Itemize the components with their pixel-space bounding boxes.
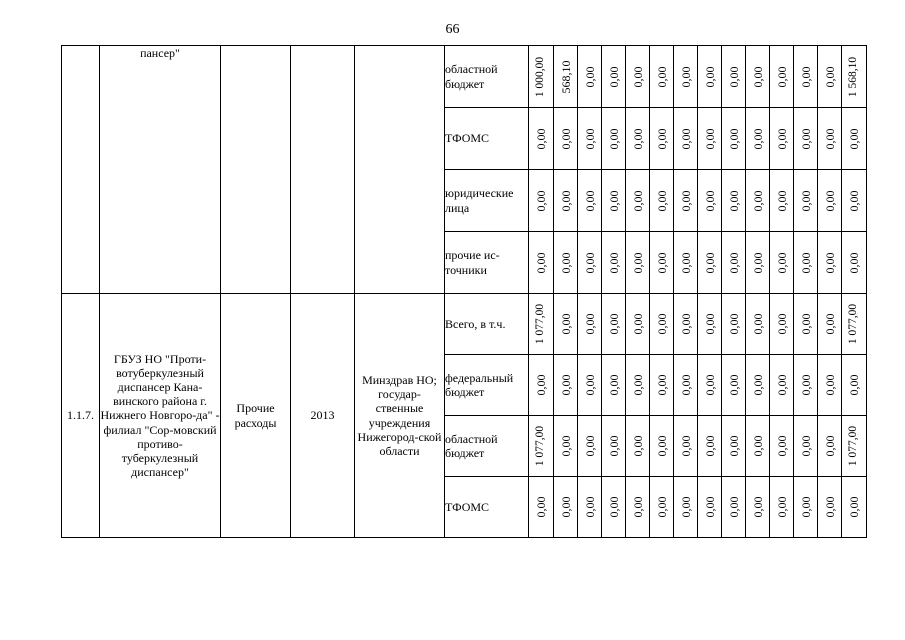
continued-row-group	[62, 46, 867, 294]
value-cell: 0,00	[650, 170, 674, 232]
value-cell: 0,00	[722, 477, 746, 538]
value-cell: 0,00	[698, 232, 722, 294]
value-cell: 0,00	[698, 477, 722, 538]
value-cell: 0,00	[602, 108, 626, 170]
value-cell: 0,00	[626, 294, 650, 355]
value-cell: 0,00	[554, 108, 578, 170]
value-cell: 0,00	[626, 46, 650, 108]
name-cell: ГБУЗ НО "Проти-вотуберкулезный диспансер Кана-винского района г. Нижнего Новгоро-да" - филиал "Сор-мовский противо-туберкулезный диспансер"	[100, 294, 221, 538]
value-cell: 0,00	[722, 46, 746, 108]
value-cell: 0,00	[698, 108, 722, 170]
value-cell: 0,00	[650, 355, 674, 416]
expense-type-cell: Прочие расходы	[221, 294, 291, 538]
total-value-cell: 1 077,00	[842, 294, 867, 355]
expense-type-cell	[221, 46, 291, 294]
executor-cell: Минздрав НО; государ-ственные учреждения Нижегород-ской области	[355, 294, 445, 538]
value-cell: 0,00	[529, 477, 554, 538]
value-cell: 0,00	[674, 355, 698, 416]
source-label: ТФОМС	[445, 477, 529, 538]
value-cell: 0,00	[698, 416, 722, 477]
value-cell: 0,00	[529, 232, 554, 294]
value-cell: 1 077,00	[529, 294, 554, 355]
value-cell: 0,00	[698, 170, 722, 232]
value-cell: 0,00	[529, 355, 554, 416]
value-cell: 0,00	[554, 416, 578, 477]
page-number: 66	[445, 22, 460, 37]
total-value-cell: 0,00	[842, 108, 867, 170]
value-cell: 0,00	[626, 477, 650, 538]
value-cell: 0,00	[770, 170, 794, 232]
number-cell	[62, 46, 100, 294]
total-value-cell: 0,00	[842, 170, 867, 232]
value-cell: 0,00	[770, 477, 794, 538]
value-cell: 0,00	[794, 294, 818, 355]
value-cell: 0,00	[722, 355, 746, 416]
value-cell: 0,00	[674, 416, 698, 477]
value-cell: 0,00	[602, 46, 626, 108]
value-cell: 0,00	[770, 416, 794, 477]
source-label: юридические лица	[445, 170, 529, 232]
value-cell: 0,00	[722, 294, 746, 355]
value-cell: 0,00	[626, 170, 650, 232]
value-cell: 0,00	[746, 477, 770, 538]
value-cell: 0,00	[578, 355, 602, 416]
value-cell: 0,00	[770, 355, 794, 416]
source-label: областной бюджет	[445, 46, 529, 108]
value-cell: 0,00	[794, 232, 818, 294]
value-cell: 0,00	[602, 477, 626, 538]
value-cell: 0,00	[746, 108, 770, 170]
value-cell: 0,00	[746, 232, 770, 294]
value-cell: 0,00	[794, 477, 818, 538]
total-value-cell: 1 077,00	[842, 416, 867, 477]
value-cell: 0,00	[602, 355, 626, 416]
value-cell: 0,00	[770, 108, 794, 170]
value-cell: 0,00	[698, 294, 722, 355]
value-cell: 0,00	[529, 170, 554, 232]
value-cell: 0,00	[578, 170, 602, 232]
value-cell: 0,00	[602, 294, 626, 355]
year-cell: 2013	[291, 294, 355, 538]
value-cell: 1 077,00	[529, 416, 554, 477]
value-cell: 0,00	[578, 294, 602, 355]
value-cell: 0,00	[674, 46, 698, 108]
value-cell: 0,00	[626, 416, 650, 477]
total-value-cell: 0,00	[842, 477, 867, 538]
value-cell: 0,00	[722, 170, 746, 232]
source-label: федеральный бюджет	[445, 355, 529, 416]
value-cell: 0,00	[602, 170, 626, 232]
value-cell: 0,00	[818, 170, 842, 232]
value-cell: 0,00	[794, 170, 818, 232]
row-1-1-7-group	[62, 294, 867, 538]
value-cell: 0,00	[650, 232, 674, 294]
source-row	[62, 46, 867, 108]
value-cell: 0,00	[722, 108, 746, 170]
value-cell: 0,00	[770, 46, 794, 108]
value-cell: 0,00	[818, 416, 842, 477]
value-cell: 0,00	[554, 170, 578, 232]
executor-cell	[355, 46, 445, 294]
value-cell: 0,00	[554, 232, 578, 294]
value-cell: 0,00	[770, 294, 794, 355]
value-cell: 0,00	[794, 416, 818, 477]
value-cell: 0,00	[578, 416, 602, 477]
value-cell: 0,00	[746, 294, 770, 355]
budget-table	[61, 45, 867, 538]
value-cell: 0,00	[578, 108, 602, 170]
value-cell: 0,00	[746, 355, 770, 416]
source-label: прочие ис-точники	[445, 232, 529, 294]
name-cell: пансер"	[100, 46, 221, 294]
total-value-cell: 0,00	[842, 355, 867, 416]
value-cell: 0,00	[794, 108, 818, 170]
value-cell: 0,00	[818, 232, 842, 294]
value-cell: 0,00	[818, 355, 842, 416]
value-cell: 0,00	[626, 108, 650, 170]
value-cell: 0,00	[650, 46, 674, 108]
value-cell: 0,00	[602, 416, 626, 477]
value-cell: 0,00	[746, 170, 770, 232]
value-cell: 0,00	[554, 294, 578, 355]
value-cell: 0,00	[578, 477, 602, 538]
source-row	[62, 294, 867, 355]
value-cell: 0,00	[650, 477, 674, 538]
value-cell: 0,00	[650, 416, 674, 477]
value-cell: 0,00	[794, 355, 818, 416]
value-cell: 0,00	[674, 170, 698, 232]
value-cell: 0,00	[818, 477, 842, 538]
value-cell: 0,00	[722, 232, 746, 294]
value-cell: 0,00	[770, 232, 794, 294]
total-value-cell: 1 568,10	[842, 46, 867, 108]
value-cell: 0,00	[602, 232, 626, 294]
source-label: ТФОМС	[445, 108, 529, 170]
year-cell	[291, 46, 355, 294]
value-cell: 0,00	[674, 232, 698, 294]
total-value-cell: 0,00	[842, 232, 867, 294]
value-cell: 0,00	[698, 355, 722, 416]
source-label: Всего, в т.ч.	[445, 294, 529, 355]
value-cell: 0,00	[746, 416, 770, 477]
value-cell: 0,00	[578, 46, 602, 108]
value-cell: 1 000,00	[529, 46, 554, 108]
value-cell: 0,00	[578, 232, 602, 294]
value-cell: 568,10	[554, 46, 578, 108]
value-cell: 0,00	[722, 416, 746, 477]
value-cell: 0,00	[554, 355, 578, 416]
value-cell: 0,00	[818, 294, 842, 355]
value-cell: 0,00	[626, 232, 650, 294]
value-cell: 0,00	[746, 46, 770, 108]
value-cell: 0,00	[626, 355, 650, 416]
value-cell: 0,00	[554, 477, 578, 538]
value-cell: 0,00	[818, 108, 842, 170]
value-cell: 0,00	[650, 108, 674, 170]
source-label: областной бюджет	[445, 416, 529, 477]
value-cell: 0,00	[818, 46, 842, 108]
value-cell: 0,00	[674, 477, 698, 538]
value-cell: 0,00	[674, 294, 698, 355]
number-cell: 1.1.7.	[62, 294, 100, 538]
value-cell: 0,00	[794, 46, 818, 108]
value-cell: 0,00	[529, 108, 554, 170]
value-cell: 0,00	[674, 108, 698, 170]
value-cell: 0,00	[698, 46, 722, 108]
value-cell: 0,00	[650, 294, 674, 355]
